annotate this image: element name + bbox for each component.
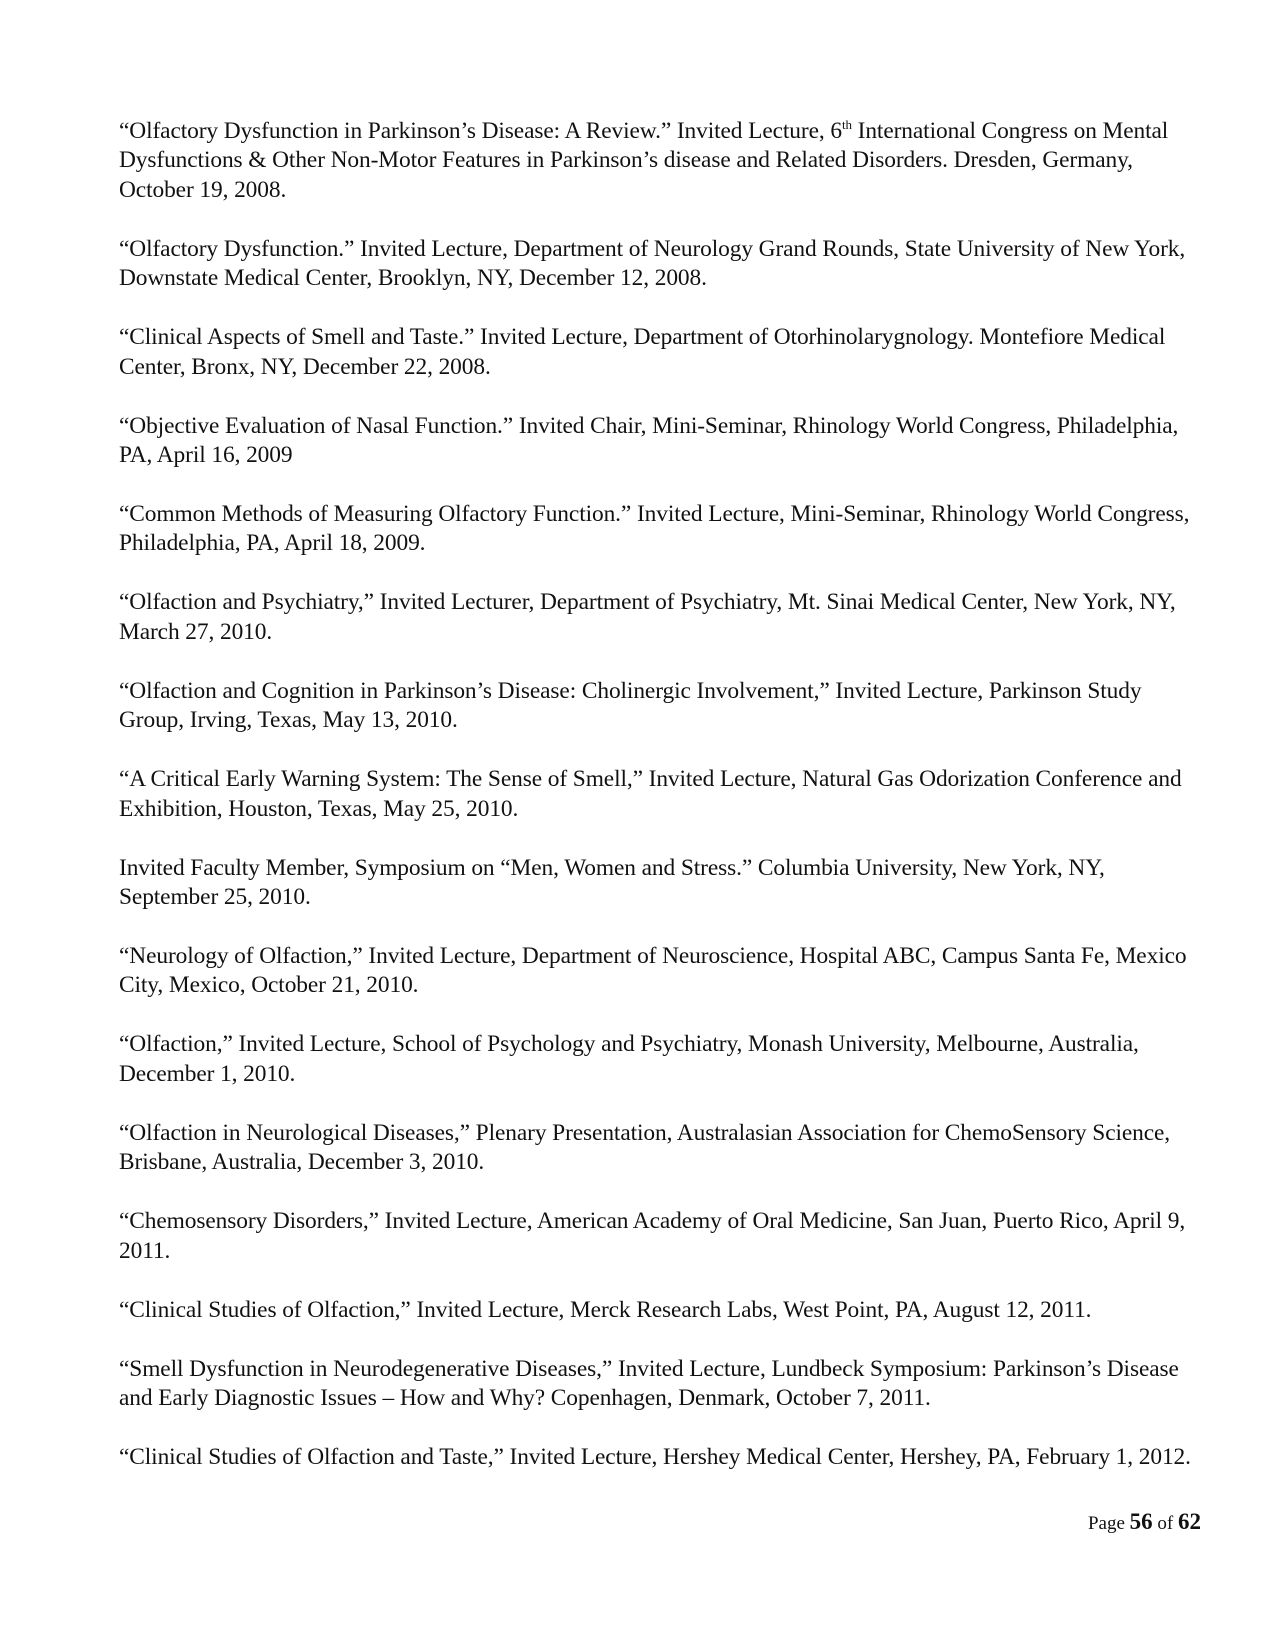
lecture-entry: “Clinical Studies of Olfaction,” Invited Lecture, Merck Research Labs, West Point, PA, August 12, 2011. (119, 1296, 1092, 1323)
lecture-entry: “A Critical Early Warning System: The Sense of Smell,” Invited Lecture, Natural Gas Odorization Conference and Exhibition, Houston, Texas, May 25, 2010. (119, 766, 1182, 822)
lecture-entry: “Olfactory Dysfunction in Parkinson’s Disease: A Review.” Invited Lecture, 6th International Congress on Mental Dysfunctions & Other Non-Motor Features in Parkinson’s disease and Related Disorders. Dresden, Germany, October 19, 2008. (119, 117, 1169, 203)
lecture-entry: “Olfaction in Neurological Diseases,” Plenary Presentation, Australasian Association for ChemoSensory Science, Brisbane, Australia, December 3, 2010. (119, 1119, 1171, 1176)
lecture-entry: “Smell Dysfunction in Neurodegenerative Diseases,” Invited Lecture, Lundbeck Symposium: Parkinson’s Disease and Early Diagnostic Issues – How and Why? Copenhagen, Denmark, October 7, 2011. (119, 1355, 1179, 1412)
lecture-entry: “Chemosensory Disorders,” Invited Lecture, American Academy of Oral Medicine, San Juan, Puerto Rico, April 9, 2011. (119, 1208, 1186, 1264)
lecture-entry: “Objective Evaluation of Nasal Function.” Invited Chair, Mini-Seminar, Rhinology World Congress, Philadelphia, PA, April 16, 2009 (119, 412, 1179, 469)
page-label: Page (1087, 1513, 1125, 1534)
lecture-entry: “Olfaction,” Invited Lecture, School of Psychology and Psychiatry, Monash University, Melbourne, Australia, December 1, 2010. (119, 1031, 1139, 1087)
current-page-number: 56 (1129, 1509, 1153, 1534)
lecture-entry: “Olfactory Dysfunction.” Invited Lecture, Department of Neurology Grand Rounds, State University of New York, Downstate Medical Center, Brooklyn, NY, December 12, 2008. (119, 235, 1186, 292)
lecture-entry: “Common Methods of Measuring Olfactory Function.” Invited Lecture, Mini-Seminar, Rhinology World Congress, Philadelphia, PA, April 18, 2009. (119, 501, 1190, 557)
lecture-list (119, 117, 1194, 1502)
lecture-entry: “Olfaction and Psychiatry,” Invited Lecturer, Department of Psychiatry, Mt. Sinai Medical Center, New York, NY, March 27, 2010. (119, 589, 1176, 645)
lecture-entry: “Clinical Studies of Olfaction and Taste,” Invited Lecture, Hershey Medical Center, Hershey, PA, February 1, 2012. (119, 1444, 1191, 1471)
lecture-entry: “Olfaction and Cognition in Parkinson’s Disease: Cholinergic Involvement,” Invited Lecture, Parkinson Study Group, Irving, Texas, May 13, 2010. (119, 677, 1142, 734)
of-label: of (1157, 1513, 1174, 1534)
lecture-entry: “Clinical Aspects of Smell and Taste.” Invited Lecture, Department of Otorhinolarygnology. Montefiore Medical Center, Bronx, NY, December 22, 2008. (119, 324, 1166, 380)
ordinal-suffix: th (841, 117, 852, 133)
lecture-entry: Invited Faculty Member, Symposium on “Men, Women and Stress.” Columbia University, New York, NY, September 25, 2010. (119, 854, 1105, 911)
total-pages-number: 62 (1178, 1509, 1201, 1534)
lecture-entry: “Neurology of Olfaction,” Invited Lecture, Department of Neuroscience, Hospital ABC, Campus Santa Fe, Mexico City, Mexico, October 21, 2010. (119, 943, 1187, 999)
page-number-footer (1088, 1510, 1201, 1536)
